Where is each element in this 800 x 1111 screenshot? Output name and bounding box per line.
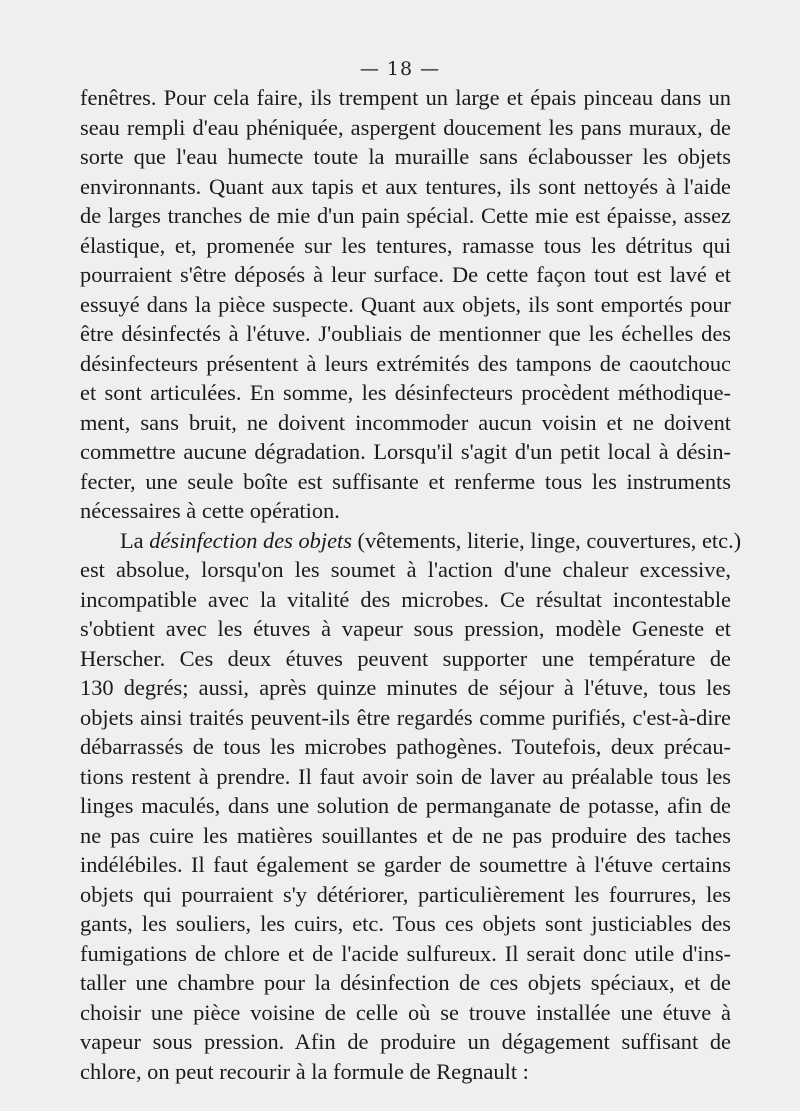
text-line: taller une chambre pour la désinfection de ces objets spéciaux, et de: [80, 970, 731, 995]
paragraph-start-line: [80, 526, 742, 556]
text-line: seau rempli d'eau phéniquée, aspergent doucement les pans muraux, de: [80, 114, 731, 140]
text-line: environnants. Quant aux tapis et aux tentures, ils sont nettoyés à l'aide: [80, 173, 731, 199]
text-line: Herscher. Ces deux étuves peuvent supporter une température de: [80, 645, 731, 671]
text-line: de larges tranches de mie d'un pain spécial. Cette mie est épaisse, assez: [80, 203, 731, 228]
paragraph-end-line: nécessaires à cette opération.: [80, 498, 340, 523]
page-number: — 18 —: [359, 58, 441, 80]
line-prefix: La: [120, 527, 150, 553]
line-suffix: (vêtements, literie, linge, couvertures, etc.): [351, 527, 742, 553]
text-line: est absolue, lorsqu'on les soumet à l'action d'une chaleur excessive,: [80, 557, 731, 582]
text-line: gants, les souliers, les cuirs, etc. Tous ces objets sont justiciables des: [80, 911, 731, 936]
italic-term: désinfection des objets: [149, 527, 352, 553]
text-line: désinfecteurs présentent à leurs extrémités des tampons de caoutchouc: [80, 350, 731, 376]
text-line: tions restent à prendre. Il faut avoir soin de laver au préalable tous les: [80, 763, 731, 789]
text-line: linges maculés, dans une solution de permanganate de potasse, afin de: [80, 793, 731, 818]
text-line: être désinfectés à l'étuve. J'oubliais de mentionner que les échelles des: [80, 321, 731, 346]
text-line: essuyé dans la pièce suspecte. Quant aux objets, ils sont emportés pour: [80, 291, 731, 317]
text-line: sorte que l'eau humecte toute la muraille sans éclabousser les objets: [80, 144, 731, 169]
text-line: commettre aucune dégradation. Lorsqu'il s'agit d'un petit local à désin-: [80, 439, 731, 464]
text-line: objets qui pourraient s'y détériorer, particulièrement les fourrures, les: [80, 881, 731, 907]
text-line: indélébiles. Il faut également se garder de soumettre à l'étuve certains: [80, 852, 731, 877]
text-line: s'obtient avec les étuves à vapeur sous pression, modèle Geneste et: [80, 616, 731, 641]
paragraph-end-line: chlore, on peut recourir à la formule de Regnault :: [80, 1058, 529, 1084]
text-line: objets ainsi traités peuvent-ils être regardés comme purifiés, c'est-à-dire: [80, 704, 731, 730]
text-line: fenêtres. Pour cela faire, ils trempent un large et épais pinceau dans un: [80, 85, 731, 110]
text-line: pourraient s'être déposés à leur surface. De cette façon tout est lavé et: [80, 262, 731, 287]
text-line: fumigations de chlore et de l'acide sulfureux. Il serait donc utile d'ins-: [80, 940, 731, 966]
text-line: élastique, et, promenée sur les tentures, ramasse tous les détritus qui: [80, 232, 731, 258]
text-line: ne pas cuire les matières souillantes et de ne pas produire des taches: [80, 822, 731, 848]
text-line: incompatible avec la vitalité des microbes. Ce résultat incontestable: [80, 586, 731, 612]
body-text: [80, 83, 742, 1086]
text-line: et sont articulées. En somme, les désinfecteurs procèdent méthodique-: [80, 380, 731, 405]
text-line: choisir une pièce voisine de celle où se trouve installée une étuve à: [80, 999, 731, 1025]
text-line: ment, sans bruit, ne doivent incommoder aucun voisin et ne doivent: [80, 409, 731, 435]
text-line: 130 degrés; aussi, après quinze minutes de séjour à l'étuve, tous les: [80, 675, 731, 700]
text-line: débarrassés de tous les microbes pathogènes. Toutefois, deux précau-: [80, 734, 731, 759]
text-line: vapeur sous pression. Afin de produire un dégagement suffisant de: [80, 1029, 731, 1054]
text-line: fecter, une seule boîte est suffisante et renferme tous les instruments: [80, 468, 731, 494]
